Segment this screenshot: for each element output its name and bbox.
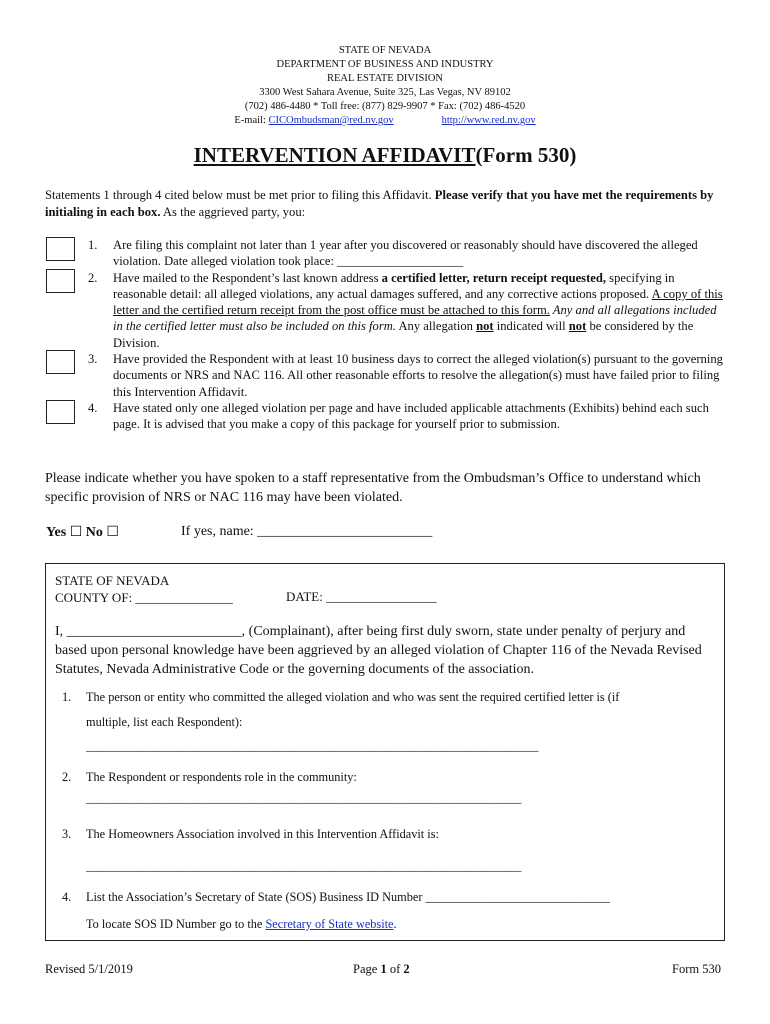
affidavit-box xyxy=(45,563,725,941)
header-contact xyxy=(0,114,770,128)
header-phones: (702) 486-4480 * Toll free: (877) 829-9907 * Fax: (702) 486-4520 xyxy=(244,101,526,112)
page-number xyxy=(353,962,410,977)
statement-2-not: not xyxy=(568,319,587,334)
initial-box-3[interactable] xyxy=(46,350,75,374)
question-number: 3. xyxy=(62,827,72,841)
statement-number: 4. xyxy=(88,400,98,415)
current-page: 1 xyxy=(380,962,387,976)
yes-no-choice xyxy=(46,524,119,541)
complainant-clause: I, _________________________, (Complainant), after being first duly sworn, state under penalty of perjury and based upon personal knowledge have been aggrieved by an alleged violation of Chapter 116 of the Nevada Revised Statutes, Nevada Administrative Code or the governing documents of the association. xyxy=(55,624,702,677)
statement-2-part: Any allegation xyxy=(395,319,477,334)
statement-2 xyxy=(88,270,728,351)
question-number: 4. xyxy=(62,890,72,904)
statement-1 xyxy=(88,237,728,270)
intro-plain: Statements 1 through 4 cited below must be met prior to filing this Affidavit. xyxy=(45,188,435,202)
header-division: REAL ESTATE DIVISION xyxy=(326,73,443,84)
website-link[interactable]: http://www.red.nv.gov xyxy=(441,115,536,126)
revised-date: Revised 5/1/2019 xyxy=(45,962,133,976)
secretary-of-state-link[interactable]: Secretary of State website xyxy=(265,917,394,931)
date-field[interactable]: DATE: _________________ xyxy=(286,589,437,604)
statement-2-part: Have mailed to the Respondent’s last known address xyxy=(113,270,382,285)
question-text: The Homeowners Association involved in this Intervention Affidavit is: xyxy=(86,827,439,841)
initial-box-1[interactable] xyxy=(46,237,75,261)
sos-locate-note xyxy=(86,917,397,932)
initial-box-4[interactable] xyxy=(46,400,75,424)
if-yes-name-field[interactable]: If yes, name: _________________________ xyxy=(181,524,433,539)
statement-text: Have stated only one alleged violation per page and have included applicable attachments (Exhibits) behind each such page. It is advised that you make a copy of this package for yourself prior to submission. xyxy=(113,400,709,432)
question-1-answer-line[interactable]: ________________________________________________________________________________ xyxy=(86,739,538,753)
statement-2-bold: a certified letter, return receipt requested, xyxy=(381,270,607,285)
email-link[interactable]: CICOmbudsman@red.nv.gov xyxy=(268,115,394,126)
statement-2-not: not xyxy=(476,319,494,334)
statement-text xyxy=(113,270,728,351)
affidavit-state: STATE OF NEVADA xyxy=(55,573,170,588)
yes-label: Yes xyxy=(46,525,67,540)
no-label: No xyxy=(85,525,103,540)
page-title xyxy=(0,143,770,168)
letterhead xyxy=(0,44,770,128)
question-1-continued: multiple, list each Respondent): xyxy=(86,715,243,729)
statement-number: 3. xyxy=(88,352,98,367)
statements-list xyxy=(88,237,728,433)
yes-checkbox[interactable]: ☐ xyxy=(69,525,83,540)
no-checkbox[interactable]: ☐ xyxy=(106,525,119,540)
header-state: STATE OF NEVADA xyxy=(338,45,432,56)
statement-text: Are filing this complaint not later than 1 year after you discovered or reasonably should have discovered the alleged violation. Date alleged violation took place: ____________________ xyxy=(113,238,698,269)
title-form: (Form 530) xyxy=(475,143,577,167)
ombudsman-question: Please indicate whether you have spoken to a staff representative from the Ombudsman’s Office to understand which specific provision of NRS or NAC 116 may have been violated. xyxy=(45,471,701,505)
statement-3 xyxy=(88,351,728,400)
statement-2-part: indicated will xyxy=(493,319,569,334)
form-number: Form 530 xyxy=(672,962,721,976)
question-text: The person or entity who committed the alleged violation and who was sent the required certified letter is (if xyxy=(86,690,620,704)
email-label: E-mail: xyxy=(234,115,269,126)
question-number: 1. xyxy=(62,690,72,704)
question-number: 2. xyxy=(62,770,72,784)
statement-text: Have provided the Respondent with at least 10 business days to correct the alleged violation(s) pursuant to the governing documents or NRS and NAC 116. All other reasonable efforts to resolve the allegation(s) must have failed prior to filing this Intervention Affidavit. xyxy=(113,352,723,399)
page-of: of xyxy=(386,962,404,976)
title-main: INTERVENTION AFFIDAVIT xyxy=(193,143,476,167)
intro-tail: As the aggrieved party, you: xyxy=(160,205,306,219)
header-department: DEPARTMENT OF BUSINESS AND INDUSTRY xyxy=(276,59,494,70)
locate-period: . xyxy=(393,917,397,931)
question-3-answer-line[interactable]: _____________________________________________________________________________ xyxy=(86,859,521,873)
total-pages: 2 xyxy=(403,962,410,976)
initial-box-2[interactable] xyxy=(46,269,75,293)
intro-bold: Please verify that you have met the requirements by initialing in each box. xyxy=(45,188,714,219)
sos-id-field[interactable]: List the Association’s Secretary of State (SOS) Business ID Number ______________________________ xyxy=(86,890,610,904)
county-field[interactable]: COUNTY OF: _______________ xyxy=(55,590,233,605)
page-label: Page xyxy=(353,962,381,976)
locate-text: To locate SOS ID Number go to the xyxy=(86,917,266,931)
statement-number: 1. xyxy=(88,238,98,252)
question-text: The Respondent or respondents role in the community: xyxy=(86,770,357,784)
statement-2-underlined: A copy of this letter and the certified return receipt from the post office must be attached to this form. xyxy=(113,286,723,318)
statement-2-part: specifying in reasonable detail: all alleged violations, any actual damages suffered, and any corrective actions proposed. xyxy=(113,270,675,301)
affidavit-venue xyxy=(55,572,233,606)
statement-2-part: be considered by the Division. xyxy=(113,319,694,350)
statement-2-italic: Any and all allegations included in the certified letter must also be included on this form. xyxy=(113,303,717,334)
statement-4 xyxy=(88,400,728,433)
statement-number: 2. xyxy=(88,270,98,285)
question-2-answer-line[interactable]: _____________________________________________________________________________ xyxy=(86,791,521,805)
header-address: 3300 West Sahara Avenue, Suite 325, Las Vegas, NV 89102 xyxy=(259,87,511,98)
intro-paragraph xyxy=(45,187,735,221)
